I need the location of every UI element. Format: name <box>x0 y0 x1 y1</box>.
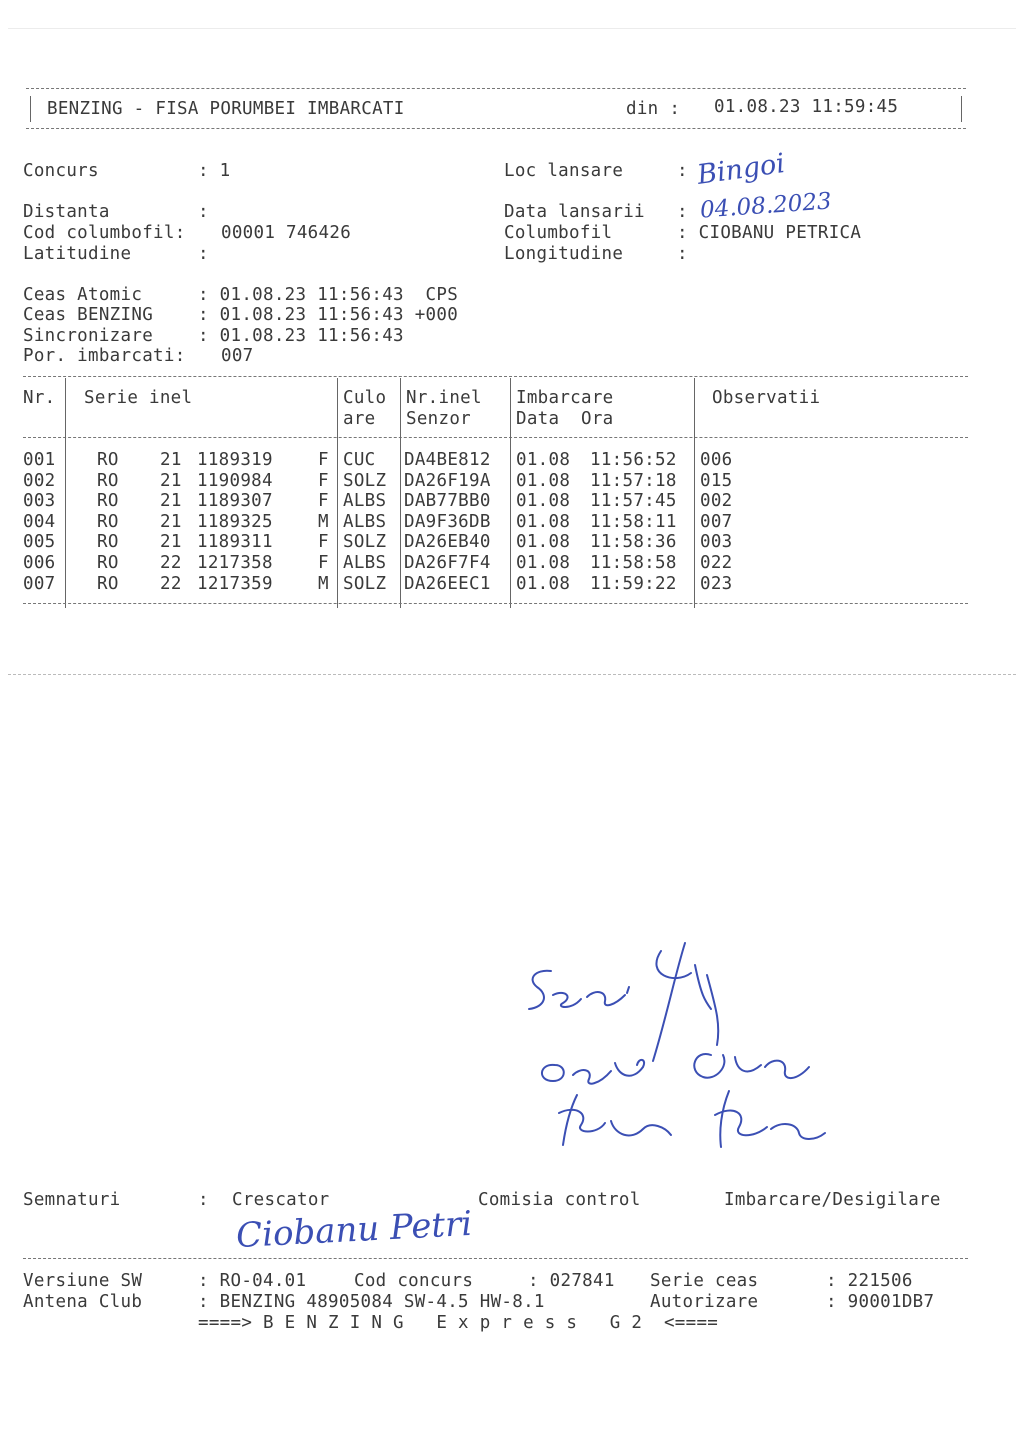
latitudine-label: Latitudine <box>23 244 132 264</box>
serie-ceas-value: : 221506 <box>826 1271 913 1291</box>
data-lansarii-handwritten: 04.08.2023 <box>699 188 833 224</box>
antena-club-value: : BENZING 48905084 SW-4.5 HW-8.1 <box>198 1292 545 1312</box>
cell-sensor: DA26F19A <box>404 470 491 491</box>
comisia-control-label: Comisia control <box>478 1190 641 1210</box>
cell-sex: F <box>318 470 329 491</box>
col-header-nrinel-2: Senzor <box>406 409 472 429</box>
versiune-sw-label: Versiune SW <box>23 1271 143 1291</box>
sincronizare-value: : 01.08.23 11:56:43 <box>198 326 404 346</box>
concurs-label: Concurs <box>23 161 99 181</box>
concurs-value: : 1 <box>198 161 231 181</box>
page-top-rule <box>8 28 1016 29</box>
cell-observatii: 006 <box>700 450 733 470</box>
data-lansarii-label: Data lansarii <box>504 202 645 222</box>
cell-ring: 1217358 <box>197 553 273 573</box>
table-header-border <box>23 437 968 438</box>
cell-date: 01.08 <box>516 470 571 491</box>
cell-sensor: DA4BE812 <box>404 450 491 470</box>
cell-nr: 002 <box>23 470 56 491</box>
columbofil-value: : CIOBANU PETRICA <box>677 223 862 243</box>
porumbei-imbarcati-label: Por. imbarcati: <box>23 346 186 366</box>
cod-columbofil-value: 00001 746426 <box>221 223 352 243</box>
cell-sex: F <box>318 491 329 512</box>
cell-observatii: 007 <box>700 511 733 532</box>
cell-country: RO <box>97 511 119 532</box>
ceas-atomic-label: Ceas Atomic <box>23 285 143 305</box>
loc-lansare-colon: : <box>677 161 688 181</box>
data-lansarii-colon: : <box>677 202 688 222</box>
latitudine-value: : <box>198 244 209 264</box>
ceas-benzing-value: : 01.08.23 11:56:43 +000 <box>198 305 459 325</box>
semnaturi-colon: : <box>198 1190 209 1210</box>
ceas-atomic-value: : 01.08.23 11:56:43 CPS <box>198 285 459 305</box>
distanta-label: Distanta <box>23 202 110 222</box>
cell-sex: F <box>318 532 329 553</box>
cell-time: 11:59:22 <box>590 573 677 594</box>
col-header-imbarcare-1: Imbarcare <box>516 388 614 408</box>
col-header-imbarcare-2: Data Ora <box>516 409 614 429</box>
header-bottom-border <box>26 128 966 129</box>
antena-club-label: Antena Club <box>23 1292 143 1312</box>
versiune-sw-value: : RO-04.01 <box>198 1271 307 1291</box>
table-row <box>0 532 1024 552</box>
loc-lansare-handwritten: Bingoi <box>695 148 787 191</box>
cell-nr: 001 <box>23 450 56 470</box>
cell-observatii: 015 <box>700 470 733 491</box>
porumbei-imbarcati-value: 007 <box>221 346 254 366</box>
cell-date: 01.08 <box>516 532 571 553</box>
imbarcare-desigilare-label: Imbarcare/Desigilare <box>724 1190 941 1210</box>
cell-color: ALBS <box>343 491 387 512</box>
cell-color: CUC <box>343 450 376 470</box>
cell-year: 22 <box>160 573 182 594</box>
ceas-benzing-label: Ceas BENZING <box>23 305 154 325</box>
header-top-border <box>26 88 966 89</box>
cell-observatii: 002 <box>700 491 733 512</box>
serie-ceas-label: Serie ceas <box>650 1271 759 1291</box>
cell-observatii: 003 <box>700 532 733 553</box>
table-top-border <box>23 376 968 377</box>
columbofil-label: Columbofil <box>504 223 613 243</box>
crescator-label: Crescator <box>232 1190 330 1210</box>
cell-color: ALBS <box>343 511 387 532</box>
cell-ring: 1189307 <box>197 491 273 512</box>
cell-country: RO <box>97 450 119 470</box>
col-header-nr: Nr. <box>23 388 56 408</box>
benzing-banner: ====> B E N Z I N G E x p r e s s G 2 <==== <box>198 1313 719 1333</box>
table-row <box>0 553 1024 573</box>
cell-date: 01.08 <box>516 450 571 470</box>
cell-sex: F <box>318 450 329 470</box>
distanta-value: : <box>198 202 209 222</box>
page-divider <box>8 674 1016 675</box>
semnaturi-label: Semnaturi <box>23 1190 121 1210</box>
cell-time: 11:57:45 <box>590 491 677 512</box>
cell-date: 01.08 <box>516 573 571 594</box>
longitudine-value: : <box>677 244 688 264</box>
loc-lansare-label: Loc lansare <box>504 161 624 181</box>
cell-country: RO <box>97 491 119 512</box>
header-title: BENZING - FISA PORUMBEI IMBARCATI <box>47 99 405 119</box>
cell-color: SOLZ <box>343 532 387 553</box>
cell-nr: 004 <box>23 511 56 532</box>
cell-date: 01.08 <box>516 491 571 512</box>
cell-ring: 1189325 <box>197 511 273 532</box>
header-date-value: 01.08.23 11:59:45 <box>714 97 899 117</box>
cell-country: RO <box>97 573 119 594</box>
cell-sex: F <box>318 553 329 573</box>
col-header-culoare-1: Culo <box>343 388 387 408</box>
cell-ring: 1190984 <box>197 470 273 491</box>
header-date-label: din : <box>626 99 681 119</box>
cell-sex: M <box>318 511 329 532</box>
cell-year: 21 <box>160 470 182 491</box>
autorizare-label: Autorizare <box>650 1292 759 1312</box>
col-header-culoare-2: are <box>343 409 376 429</box>
longitudine-label: Longitudine <box>504 244 624 264</box>
header-right-border <box>961 96 962 122</box>
cell-date: 01.08 <box>516 553 571 573</box>
table-row <box>0 512 1024 532</box>
cell-color: ALBS <box>343 553 387 573</box>
cell-time: 11:56:52 <box>590 450 677 470</box>
cell-color: SOLZ <box>343 573 387 594</box>
cell-time: 11:58:11 <box>590 511 677 532</box>
cell-ring: 1189311 <box>197 532 273 553</box>
cell-sensor: DA9F36DB <box>404 511 491 532</box>
cell-date: 01.08 <box>516 511 571 532</box>
table-row <box>0 574 1024 594</box>
cell-sensor: DA26F7F4 <box>404 553 491 573</box>
cell-nr: 007 <box>23 573 56 594</box>
table-row <box>0 491 1024 511</box>
col-header-serie: Serie inel <box>84 388 193 408</box>
cell-time: 11:57:18 <box>590 470 677 491</box>
cell-color: SOLZ <box>343 470 387 491</box>
committee-signatures <box>515 935 835 1165</box>
cell-ring: 1189319 <box>197 450 273 470</box>
cell-sensor: DAB77BB0 <box>404 491 491 512</box>
cell-country: RO <box>97 532 119 553</box>
cell-sensor: DA26EEC1 <box>404 573 491 594</box>
cell-year: 22 <box>160 553 182 573</box>
table-bottom-border <box>23 603 968 604</box>
cell-year: 21 <box>160 511 182 532</box>
cell-nr: 003 <box>23 491 56 512</box>
cell-nr: 005 <box>23 532 56 553</box>
table-row <box>0 450 1024 470</box>
cell-time: 11:58:36 <box>590 532 677 553</box>
col-header-observatii: Observatii <box>712 388 821 408</box>
cell-time: 11:58:58 <box>590 553 677 573</box>
header-left-border <box>30 96 31 122</box>
cell-country: RO <box>97 553 119 573</box>
col-header-nrinel-1: Nr.inel <box>406 388 482 408</box>
cell-observatii: 023 <box>700 573 733 594</box>
sincronizare-label: Sincronizare <box>23 326 154 346</box>
cell-year: 21 <box>160 532 182 553</box>
cell-sensor: DA26EB40 <box>404 532 491 553</box>
table-row <box>0 471 1024 491</box>
cell-country: RO <box>97 470 119 491</box>
cell-year: 21 <box>160 491 182 512</box>
cell-ring: 1217359 <box>197 573 273 594</box>
crescator-signature: Ciobanu Petri <box>235 1203 474 1257</box>
footer-top-border <box>23 1258 968 1259</box>
cod-columbofil-label: Cod columbofil: <box>23 223 186 243</box>
cell-sex: M <box>318 573 329 594</box>
cell-year: 21 <box>160 450 182 470</box>
autorizare-value: : 90001DB7 <box>826 1292 935 1312</box>
cod-concurs-label: Cod concurs <box>354 1271 474 1291</box>
cod-concurs-value: : 027841 <box>528 1271 615 1291</box>
cell-observatii: 022 <box>700 553 733 573</box>
cell-nr: 006 <box>23 553 56 573</box>
